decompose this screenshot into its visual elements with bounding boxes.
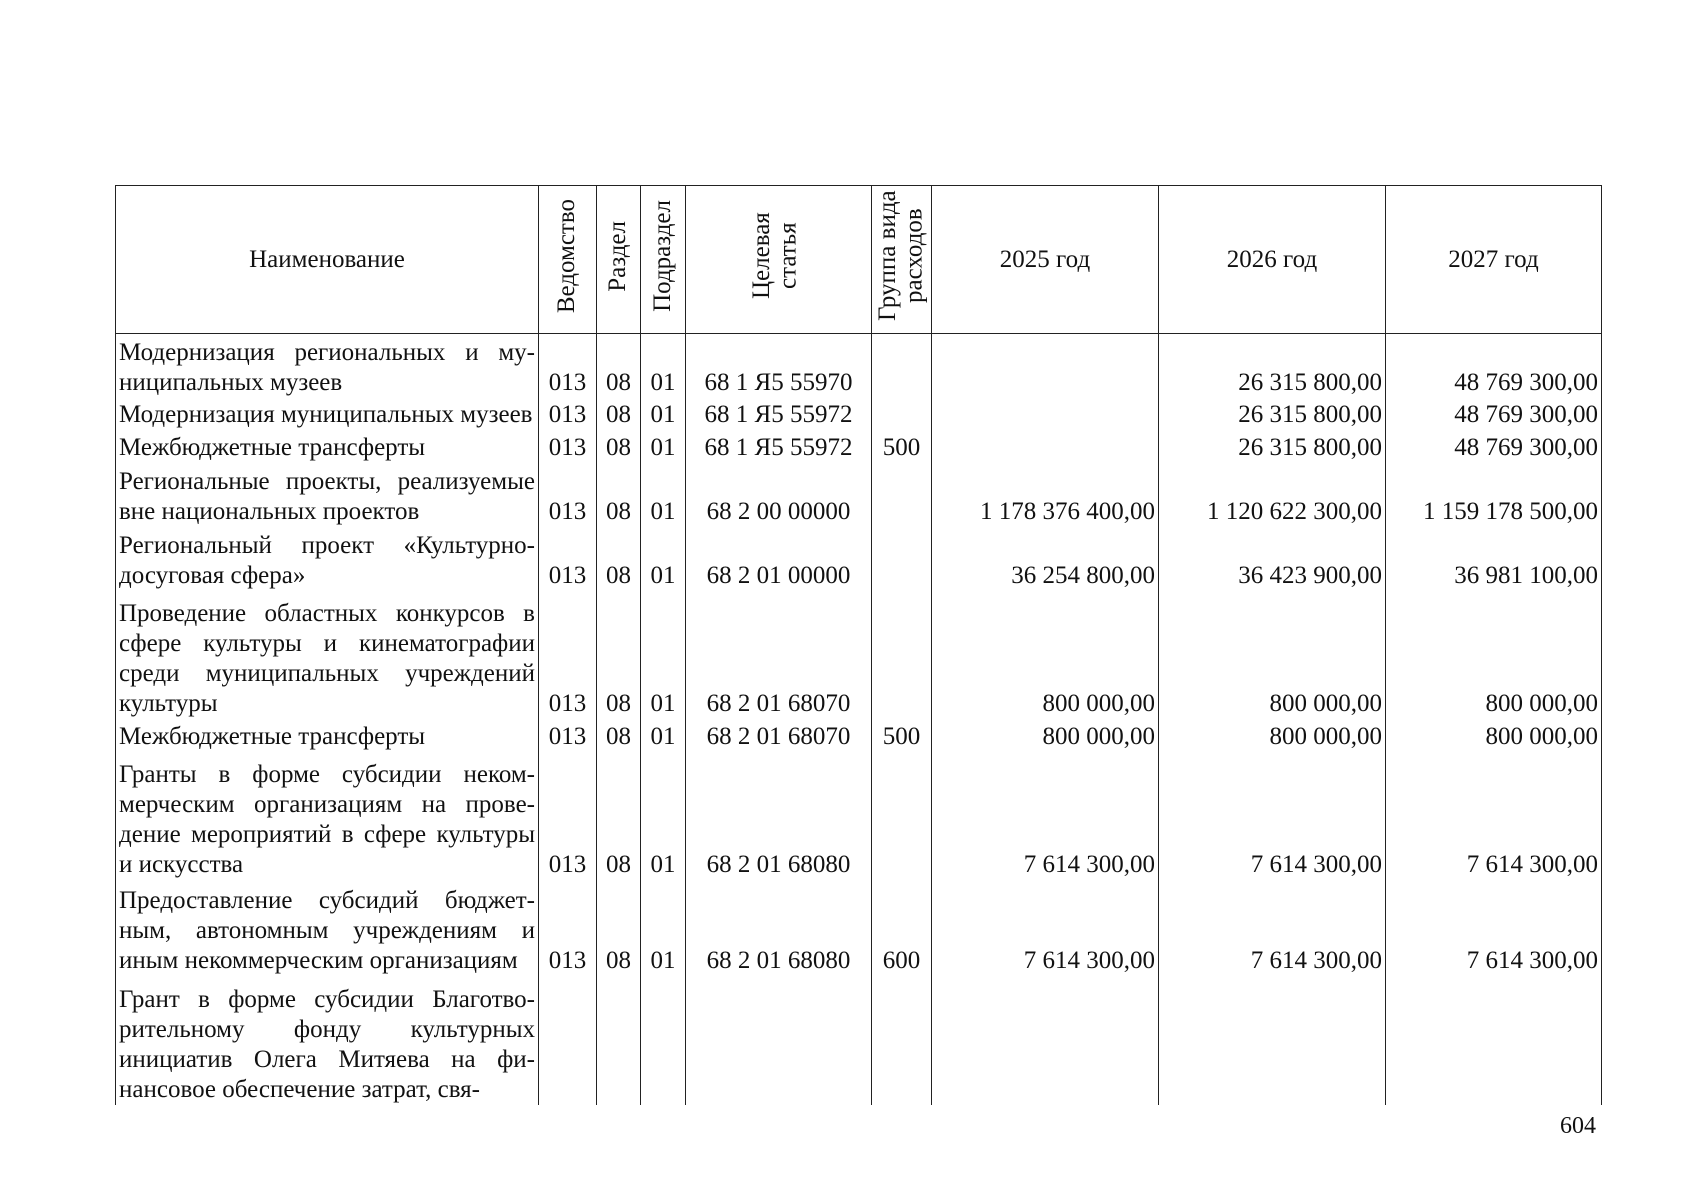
cell-name: Проведение областных конкурсов в сфере культуры и кинематографии среди муниципальных учреждений культуры (116, 591, 539, 719)
table-row (116, 976, 1602, 1105)
cell-vedomstvo: 013 (539, 719, 597, 751)
cell-2026: 1 120 622 300,00 (1159, 463, 1386, 527)
cell-2025 (932, 398, 1159, 430)
cell-vedomstvo: 013 (539, 880, 597, 976)
header-2027: 2027 год (1386, 186, 1602, 334)
cell-2025: 36 254 800,00 (932, 527, 1159, 591)
cell-2027: 36 981 100,00 (1386, 527, 1602, 591)
cell-2025 (932, 430, 1159, 462)
cell-podrazdel (641, 976, 686, 1105)
cell-2026: 800 000,00 (1159, 719, 1386, 751)
cell-2027: 48 769 300,00 (1386, 398, 1602, 430)
cell-expense-group (872, 591, 932, 719)
header-expense-group: Группа вида расходов (872, 186, 932, 334)
budget-table (115, 185, 1602, 1105)
cell-2025: 800 000,00 (932, 719, 1159, 751)
cell-target-article: 68 2 01 68080 (686, 880, 872, 976)
cell-razdel: 08 (597, 398, 641, 430)
cell-target-article (686, 976, 872, 1105)
cell-expense-group (872, 752, 932, 880)
cell-razdel: 08 (597, 463, 641, 527)
cell-podrazdel: 01 (641, 591, 686, 719)
cell-vedomstvo: 013 (539, 591, 597, 719)
cell-2026: 26 315 800,00 (1159, 398, 1386, 430)
cell-name: Региональные проекты, реализуемые вне национальных проектов (116, 463, 539, 527)
cell-2027: 800 000,00 (1386, 591, 1602, 719)
cell-podrazdel: 01 (641, 527, 686, 591)
cell-podrazdel: 01 (641, 752, 686, 880)
table-row (116, 463, 1602, 527)
cell-expense-group: 500 (872, 719, 932, 751)
cell-podrazdel: 01 (641, 463, 686, 527)
cell-name: Гранты в форме субсидии некоммерческим организациям на проведение мероприятий в сфере культуры и искусства (116, 752, 539, 880)
cell-expense-group (872, 976, 932, 1105)
header-razdel: Раздел (597, 186, 641, 334)
cell-podrazdel: 01 (641, 398, 686, 430)
cell-razdel (597, 976, 641, 1105)
table-row (116, 398, 1602, 430)
cell-vedomstvo: 013 (539, 430, 597, 462)
table-row (116, 334, 1602, 399)
table-row (116, 591, 1602, 719)
cell-name: Модернизация муниципальных музеев (116, 398, 539, 430)
table-row (116, 527, 1602, 591)
cell-2026: 7 614 300,00 (1159, 880, 1386, 976)
cell-2027: 7 614 300,00 (1386, 880, 1602, 976)
cell-expense-group (872, 398, 932, 430)
cell-podrazdel: 01 (641, 880, 686, 976)
cell-expense-group (872, 527, 932, 591)
header-2026: 2026 год (1159, 186, 1386, 334)
cell-vedomstvo: 013 (539, 752, 597, 880)
cell-target-article: 68 1 Я5 55972 (686, 398, 872, 430)
cell-2025: 7 614 300,00 (932, 880, 1159, 976)
header-name: Наименование (116, 186, 539, 334)
cell-2026: 7 614 300,00 (1159, 752, 1386, 880)
cell-2027: 48 769 300,00 (1386, 334, 1602, 399)
table-row (116, 880, 1602, 976)
cell-vedomstvo (539, 976, 597, 1105)
cell-name: Региональный проект «Культурно-досуговая сфера» (116, 527, 539, 591)
cell-razdel: 08 (597, 430, 641, 462)
cell-razdel: 08 (597, 334, 641, 399)
page-number: 604 (1560, 1113, 1596, 1139)
cell-name: Межбюджетные трансферты (116, 719, 539, 751)
header-row (116, 186, 1602, 334)
cell-2027 (1386, 976, 1602, 1105)
cell-2027: 48 769 300,00 (1386, 430, 1602, 462)
cell-vedomstvo: 013 (539, 334, 597, 399)
cell-2025: 1 178 376 400,00 (932, 463, 1159, 527)
cell-expense-group: 500 (872, 430, 932, 462)
cell-razdel: 08 (597, 880, 641, 976)
cell-target-article: 68 2 01 68080 (686, 752, 872, 880)
cell-2025 (932, 976, 1159, 1105)
cell-expense-group: 600 (872, 880, 932, 976)
cell-name: Модернизация региональных и муниципальных музеев (116, 334, 539, 399)
cell-expense-group (872, 463, 932, 527)
cell-target-article: 68 2 00 00000 (686, 463, 872, 527)
cell-2026: 36 423 900,00 (1159, 527, 1386, 591)
cell-target-article: 68 2 01 00000 (686, 527, 872, 591)
cell-razdel: 08 (597, 719, 641, 751)
cell-target-article: 68 1 Я5 55972 (686, 430, 872, 462)
cell-expense-group (872, 334, 932, 399)
cell-2027: 800 000,00 (1386, 719, 1602, 751)
header-podrazdel: Подраздел (641, 186, 686, 334)
cell-2026: 26 315 800,00 (1159, 430, 1386, 462)
cell-2025: 7 614 300,00 (932, 752, 1159, 880)
cell-target-article: 68 1 Я5 55970 (686, 334, 872, 399)
cell-2026: 800 000,00 (1159, 591, 1386, 719)
cell-2026 (1159, 976, 1386, 1105)
cell-razdel: 08 (597, 752, 641, 880)
table-row (116, 719, 1602, 751)
header-target-article: Целевая статья (686, 186, 872, 334)
cell-razdel: 08 (597, 591, 641, 719)
cell-vedomstvo: 013 (539, 463, 597, 527)
cell-razdel: 08 (597, 527, 641, 591)
cell-2027: 1 159 178 500,00 (1386, 463, 1602, 527)
cell-2025 (932, 334, 1159, 399)
cell-name: Предоставление субсидий бюджетным, автономным учреждениям и иным некоммерческим организациям (116, 880, 539, 976)
cell-vedomstvo: 013 (539, 527, 597, 591)
cell-podrazdel: 01 (641, 719, 686, 751)
cell-2026: 26 315 800,00 (1159, 334, 1386, 399)
cell-podrazdel: 01 (641, 334, 686, 399)
table-row (116, 752, 1602, 880)
cell-name: Грант в форме субсидии Благотворительному фонду культурных инициатив Олега Митяева на финансовое обеспечение затрат, свя- (116, 976, 539, 1105)
cell-name: Межбюджетные трансферты (116, 430, 539, 462)
cell-target-article: 68 2 01 68070 (686, 591, 872, 719)
header-vedomstvo: Ведомство (539, 186, 597, 334)
cell-2027: 7 614 300,00 (1386, 752, 1602, 880)
cell-vedomstvo: 013 (539, 398, 597, 430)
cell-target-article: 68 2 01 68070 (686, 719, 872, 751)
cell-podrazdel: 01 (641, 430, 686, 462)
table-row (116, 430, 1602, 462)
cell-2025: 800 000,00 (932, 591, 1159, 719)
header-2025: 2025 год (932, 186, 1159, 334)
